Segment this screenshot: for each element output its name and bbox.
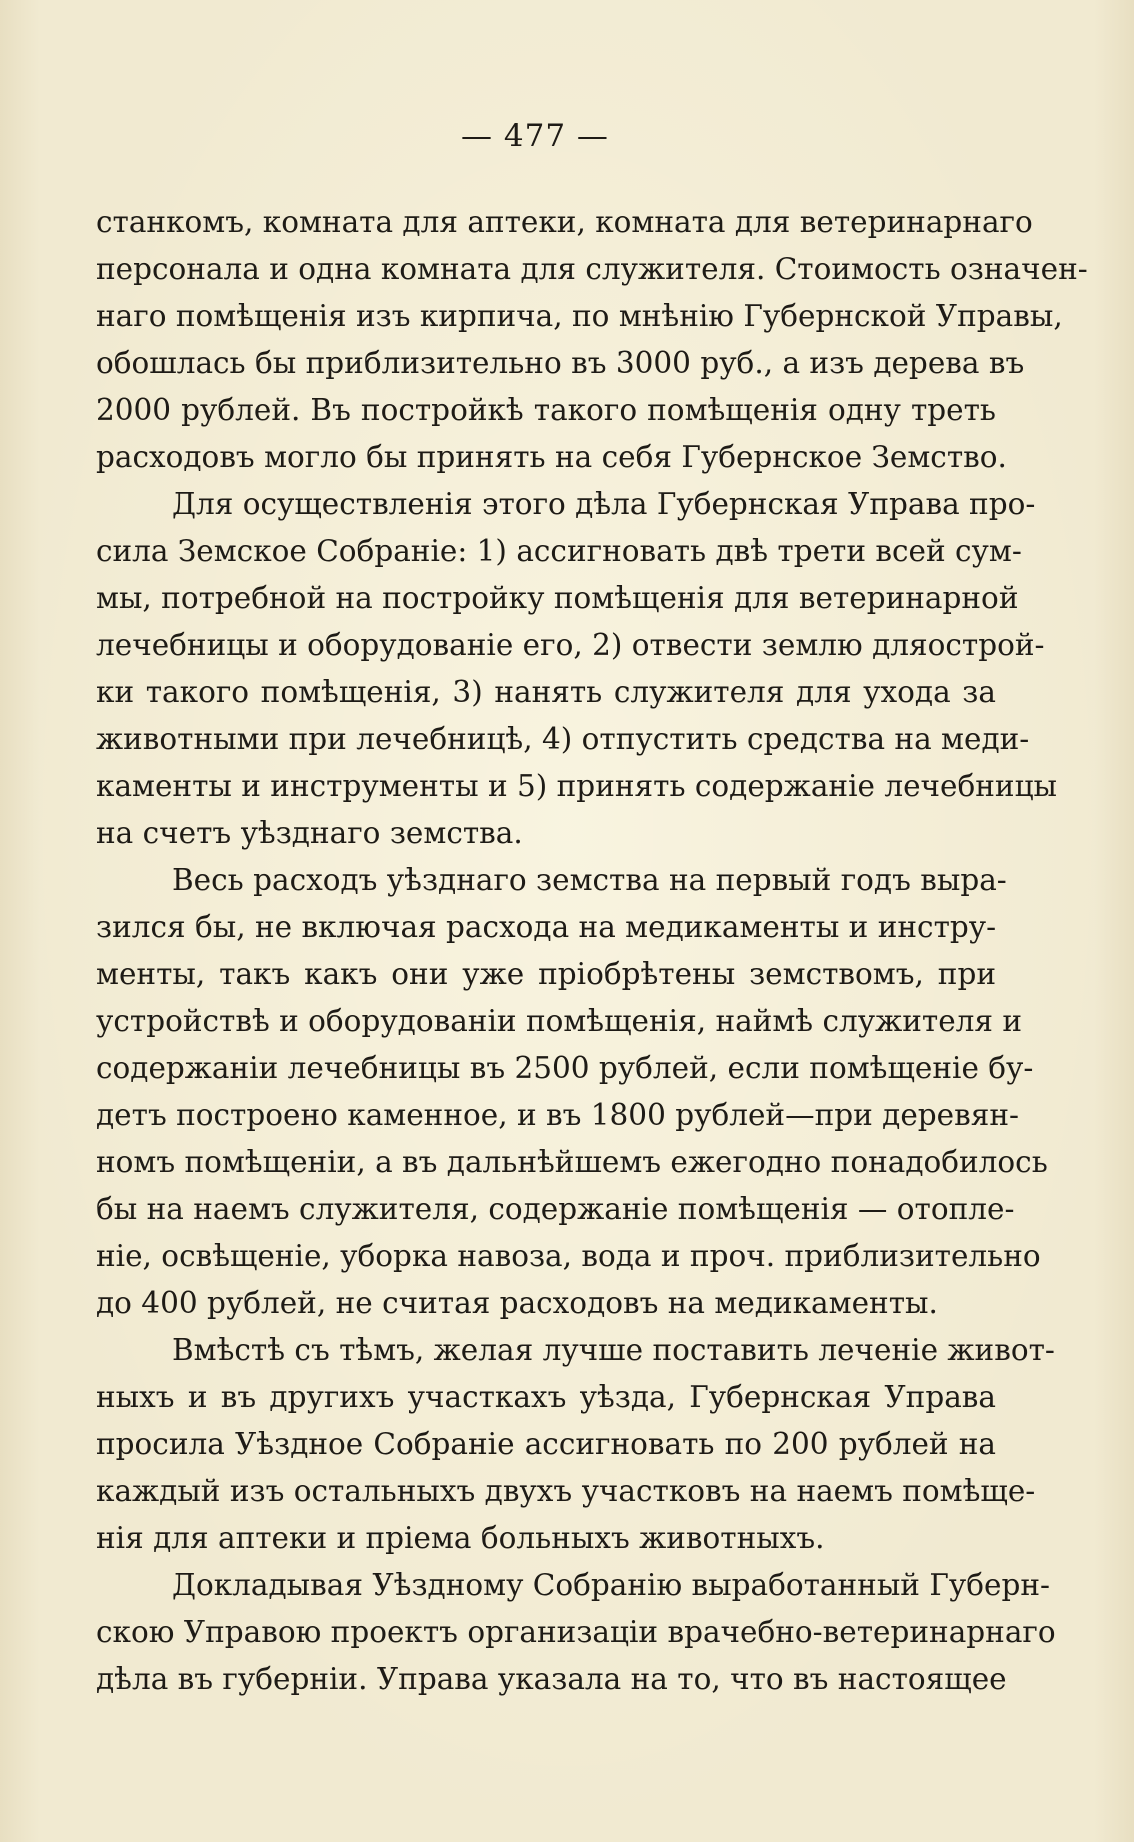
text-line: ныхъ и въ другихъ участкахъ уѣзда, Губернская Управа <box>96 1380 996 1414</box>
text-line: детъ построено каменное, и въ 1800 рублей—при деревян- <box>96 1098 1019 1132</box>
text-line: устройствѣ и оборудованіи помѣщенія, наймѣ служителя и <box>96 1004 1023 1038</box>
text-line: содержаніи лечебницы въ 2500 рублей, если помѣщеніе бу- <box>96 1051 1034 1085</box>
text-line: Докладывая Уѣздному Собранію выработанный Губерн- <box>172 1568 1050 1602</box>
paragraph <box>96 857 1048 1327</box>
text-line: нія для аптеки и пріема больныхъ животныхъ. <box>96 1521 825 1555</box>
text-line: номъ помѣщеніи, а въ дальнѣйшемъ ежегодно понадобилось <box>96 1145 1048 1179</box>
text-line: ніе, освѣщеніе, уборка навоза, вода и проч. приблизительно <box>96 1239 1041 1273</box>
text-line: на счетъ уѣзднаго земства. <box>96 816 523 850</box>
text-line: Вмѣстѣ съ тѣмъ, желая лучше поставить леченіе живот- <box>172 1333 1055 1367</box>
text-line: животными при лечебницѣ, 4) отпустить средства на меди- <box>96 722 1030 756</box>
paragraph <box>96 199 1088 481</box>
page-number: — 477 — <box>461 118 609 154</box>
text-line: до 400 рублей, не считая расходовъ на медикаменты. <box>96 1286 938 1320</box>
text-line: каменты и инструменты и 5) принять содержаніе лечебницы <box>96 769 1058 803</box>
text-line: станкомъ, комната для аптеки, комната для ветеринарнаго <box>96 205 1033 239</box>
text-line: каждый изъ остальныхъ двухъ участковъ на наемъ помѣще- <box>96 1474 1036 1508</box>
text-line: Весь расходъ уѣзднаго земства на первый годъ выра- <box>172 863 1007 897</box>
text-line: персонала и одна комната для служителя. Стоимость означен- <box>96 252 1088 286</box>
text-line: сила Земское Собраніе: 1) ассигновать двѣ трети всей сум- <box>96 534 1022 568</box>
text-line: менты, такъ какъ они уже пріобрѣтены земствомъ, при <box>96 957 996 991</box>
text-line: мы, потребной на постройку помѣщенія для ветеринарной <box>96 581 1019 615</box>
text-line: 2000 рублей. Въ постройкѣ такого помѣщенія одну треть <box>96 393 996 427</box>
text-line: наго помѣщенія изъ кирпича, по мнѣнію Губернской Управы, <box>96 299 1063 333</box>
paragraph <box>96 481 1058 857</box>
text-line: дѣла въ губерніи. Управа указала на то, что въ настоящее <box>96 1662 1007 1696</box>
text-line: просила Уѣздное Собраніе ассигновать по 200 рублей на <box>96 1427 996 1461</box>
text-line: зился бы, не включая расхода на медикаменты и инстру- <box>96 910 997 944</box>
body-text <box>96 199 1088 1703</box>
text-line: бы на наемъ служителя, содержаніе помѣщенія — отопле- <box>96 1192 1015 1226</box>
text-line: лечебницы и оборудованіе его, 2) отвести землю дляострой- <box>96 628 1045 662</box>
paragraph <box>96 1562 1056 1703</box>
text-line: Для осуществленія этого дѣла Губернская Управа про- <box>172 487 1036 521</box>
text-line: расходовъ могло бы принять на себя Губернское Земство. <box>96 440 1007 474</box>
text-line: скою Управою проектъ организаціи врачебно-ветеринарнаго <box>96 1615 1056 1649</box>
text-line: обошлась бы приблизительно въ 3000 руб., а изъ дерева въ <box>96 346 1025 380</box>
paragraph <box>96 1327 1055 1562</box>
text-line: ки такого помѣщенія, 3) нанять служителя для ухода за <box>96 675 996 709</box>
